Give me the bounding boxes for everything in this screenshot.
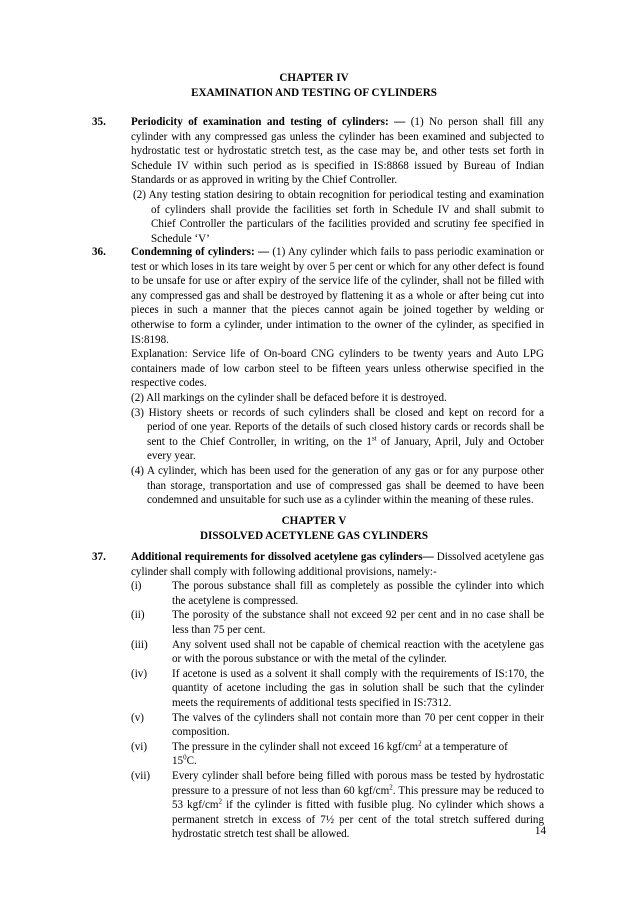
section-36-para-3: (3) History sheets or records of such cylinders shall be closed and kept on record for a period of one year. Reports of the details of such closed history cards or records shall be sent to the Chief Controller, in writing, on the 1st of January, April, July and October every year.	[131, 406, 544, 463]
item-number: (v)	[131, 711, 144, 724]
section-heading: Condemning of cylinders: —	[131, 246, 270, 258]
chapter-subtitle: DISSOLVED ACETYLENE GAS CYLINDERS	[199, 529, 428, 542]
list-item	[131, 667, 544, 711]
item-text: If acetone is used as a solvent it shall comply with the requirements of IS:170, the quantity of acetone including the gas in solution shall be such that the cylinder meets the requirements of additional tests specified in IS:7312.	[172, 667, 544, 709]
item-number: (i)	[131, 580, 142, 593]
list-item	[131, 740, 544, 769]
section-number: 36.	[92, 246, 106, 258]
section-36-explanation: Explanation: Service life of On-board CNG cylinders to be twenty years and Auto LPG containers made of low carbon steel to be fifteen years unless otherwise specified in the respective codes.	[131, 348, 544, 390]
section-35-para-2: (2) Any testing station desiring to obtain recognition for periodical testing and examination of cylinders shall provide the facilities set forth in Schedule IV and shall submit to Chief Controller the particulars of the facilities provided and scrutiny fee specified in Schedule ‘V’	[133, 188, 544, 245]
section-heading: Periodicity of examination and testing of cylinders: —	[131, 116, 406, 128]
item-number: (vi)	[131, 740, 148, 753]
item-number: (iii)	[131, 638, 148, 651]
section-number: 37.	[92, 551, 106, 563]
list-item	[131, 638, 544, 667]
item-number: (iv)	[131, 667, 148, 680]
item-text: Every cylinder shall before being filled with porous mass be tested by hydrostatic pressure to a pressure of not less than 60 kgf/$cm^2$. This pressure may be reduced to 53 kgf/$cm^2$ if the cylinder is fitted with fusible plug. No cylinder which shows a permanent stretch in excess of 7½ per cent of the total stretch suffered during hydrostatic stretch test shall be allowed.	[172, 769, 544, 841]
section-number: 35.	[92, 116, 106, 128]
section-36-para-4: (4) A cylinder, which has been used for the generation of any gas or for any purpose other than storage, transportation and use of compressed gas shall be deemed to have been condemned and unsuitable for such use as a cylinder within the meaning of these rules.	[131, 464, 544, 507]
item-text: The porosity of the substance shall not exceed 92 per cent and in no case shall be less than 75 per cent.	[172, 609, 544, 636]
chapter-title: CHAPTER IV	[279, 72, 349, 84]
page-number: 14	[534, 825, 546, 837]
section-36-para-1: Condemning of cylinders: — (1) Any cylinder which fails to pass periodic examination or test or which loses in its tare weight by over 5 per cent or which for any other defect is found to be unsafe for use or after expiry of the service life of the cylinder, shall not be filled with any compressed gas and shall be destroyed by flattening it as a whole or after being cut into pieces in such a manner that the pieces cannot again be joined together by welding or otherwise to form a cylinder, under intimation to the owner of the cylinder, as specified in IS:8198.	[131, 246, 544, 346]
section-36	[92, 245, 544, 508]
list-item	[131, 769, 544, 842]
section-heading: Additional requirements for dissolved acetylene gas cylinders—	[131, 551, 434, 563]
section-37	[92, 550, 544, 842]
chapter-title: CHAPTER V	[281, 515, 347, 527]
section-37-intro: Additional requirements for dissolved acetylene gas cylinders— Dissolved acetylene gas cylinder shall comply with following additional provisions, namely:-	[131, 551, 544, 578]
item-text: The pressure in the cylinder shall not exceed 16 kgf/$cm^2$ at a temperature of $15^0C$.	[172, 739, 508, 768]
item-text: The porous substance shall fill as completely as possible the cylinder into which the acetylene is compressed.	[172, 580, 544, 607]
item-number: (ii)	[131, 609, 145, 622]
section-36-para-2: (2) All markings on the cylinder shall be defaced before it is destroyed.	[131, 391, 447, 404]
list-item	[131, 579, 544, 608]
chapter-subtitle: EXAMINATION AND TESTING OF CYLINDERS	[191, 86, 437, 99]
item-number: (vii)	[131, 769, 151, 782]
item-text: Any solvent used shall not be capable of chemical reaction with the acetylene gas or with the porous substance or with the metal of the cylinder.	[172, 638, 544, 666]
chapter-v-heading	[80, 514, 548, 543]
item-text: The valves of the cylinders shall not contain more than 70 per cent copper in their composition.	[172, 711, 544, 739]
section-35-para-1: Periodicity of examination and testing of cylinders: — (1) No person shall fill any cylinder with any compressed gas unless the cylinder has been examined and subjected to hydrostatic test or hydrostatic stretch test, as the case may be, and other tests set forth in Schedule IV within such period as is specified in IS:8868 issued by Bureau of Indian Standards or as approved in writing by the Chief Controller.	[131, 116, 544, 187]
list-item	[131, 608, 544, 637]
section-35	[92, 115, 544, 246]
list-item	[131, 711, 544, 740]
chapter-iv-heading	[80, 71, 548, 100]
